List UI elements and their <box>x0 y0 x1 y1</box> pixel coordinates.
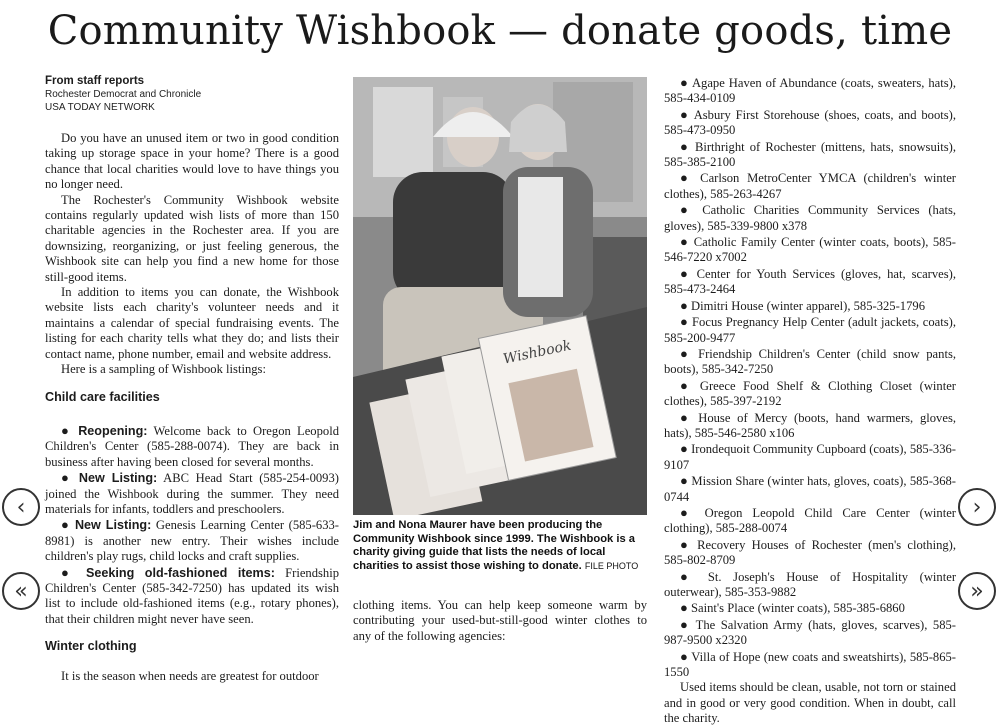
agency-text: Irondequoit Community Cupboard (coats), 585-336-9107 <box>664 442 956 472</box>
agency-list-item <box>664 537 956 569</box>
agency-list-item <box>664 298 956 314</box>
agency-list-item <box>664 441 956 473</box>
bullet-icon: ● <box>680 106 690 122</box>
bullet-icon: ● <box>680 377 693 393</box>
agency-list-item <box>664 139 956 171</box>
bullet-icon: ● <box>680 234 690 250</box>
agency-text: Dimitri House (winter apparel), 585-325-1796 <box>691 298 925 313</box>
agency-list-item <box>664 569 956 601</box>
agency-text: House of Mercy (boots, hand warmers, gloves, hats), 585-546-2580 x106 <box>664 410 956 440</box>
agency-list-item <box>664 505 956 537</box>
article-photo <box>353 77 647 515</box>
agency-text: Greece Food Shelf & Clothing Closet (winter clothes), 585-397-2192 <box>664 378 956 409</box>
agency-text: Carlson MetroCenter YMCA (children's winter clothes), 585-263-4267 <box>664 171 957 201</box>
intro-paragraph-4: Here is a sampling of Wishbook listings: <box>61 362 266 377</box>
agency-list-item <box>664 649 956 681</box>
bullet-icon: ● <box>680 138 690 154</box>
first-page-button[interactable] <box>2 572 40 610</box>
agency-list-item <box>664 410 956 442</box>
bullet-icon: ● <box>680 265 691 281</box>
bullet-icon: ● <box>680 648 689 664</box>
agency-text: Catholic Charities Community Services (hats, gloves), 585-339-9800 x378 <box>664 203 956 233</box>
bullet-icon: ● <box>680 504 695 520</box>
photo-caption <box>353 519 647 573</box>
agency-text: Oregon Leopold Child Care Center (winter clothing), 585-288-0074 <box>664 505 956 536</box>
bullet-icon: ● <box>61 470 73 486</box>
last-page-button[interactable] <box>958 572 996 610</box>
byline <box>45 75 339 114</box>
bullet-icon: ● <box>680 473 689 489</box>
agency-text: Recovery Houses of Rochester (men's clothing), 585-802-8709 <box>664 537 957 568</box>
agency-text: Catholic Family Center (winter coats, boots), 585-546-7220 x7002 <box>664 235 956 265</box>
bullet-icon: ● <box>680 202 694 218</box>
agency-text: Asbury First Storehouse (shoes, coats, and boots), 585-473-0950 <box>664 107 956 138</box>
closing-paragraph: Used items should be clean, usable, not torn or stained and in good or very good condition. When in doubt, call the charity. <box>664 680 956 726</box>
next-page-button[interactable] <box>958 488 996 526</box>
byline-network: USA TODAY NETWORK <box>45 102 155 113</box>
agency-text: Birthright of Rochester (mittens, hats, snowsuits), 585-385-2100 <box>664 139 956 170</box>
double-chevron-left-icon: « <box>14 578 28 604</box>
section-heading-winter: Winter clothing <box>45 639 137 654</box>
agency-list-item <box>664 75 956 107</box>
bullet-icon: ● <box>680 600 688 616</box>
bullet-icon: ● <box>680 345 692 361</box>
bullet-icon: ● <box>680 75 689 90</box>
childcare-item-label: Reopening: <box>78 423 148 438</box>
intro-paragraph-1: Do you have an unused item or two in good condition taking up storage space in your home? There is a good chance that local charities would love to have things you no longer need. <box>45 131 339 192</box>
childcare-item-text: Friendship Children's Center (585-342-7250) has updated its wish list to include old-fashioned items (e.g., rotary phones), that their children might never have seen. <box>45 565 339 626</box>
childcare-item-label: New Listing: <box>74 518 152 533</box>
previous-page-button[interactable] <box>2 488 40 526</box>
childcare-item-text: ABC Head Start (585-254-0093) joined the Wishbook during the summer. They need materials for infants, toddlers and preschoolers. <box>45 471 339 516</box>
agency-list-item <box>664 234 956 266</box>
agency-list-item <box>664 600 956 616</box>
agency-list <box>664 75 956 680</box>
agency-text: Friendship Children's Center (child snow pants, boots), 585-342-7250 <box>664 346 956 377</box>
agency-list-item <box>664 617 956 649</box>
bullet-icon: ● <box>680 616 691 632</box>
column-right <box>664 75 956 727</box>
bullet-icon: ● <box>61 422 72 438</box>
winter-continued-paragraph: clothing items. You can help keep someone warm by contributing your used-but-still-good winter clothes to any of the following agencies: <box>353 598 647 643</box>
agency-text: The Salvation Army (hats, gloves, scarves), 585-987-9500 x2320 <box>664 617 957 648</box>
agency-text: Mission Share (winter hats, gloves, coats), 585-368-0744 <box>664 474 957 504</box>
bullet-icon: ● <box>680 409 692 425</box>
agency-text: Focus Pregnancy Help Center (adult jackets, coats), 585-200-9477 <box>664 315 957 345</box>
agency-list-item <box>664 378 956 410</box>
chevron-left-icon: ‹ <box>16 494 26 520</box>
intro-paragraph-2: The Rochester's Community Wishbook website contains regularly updated wish lists of more than 150 charitable agencies in the Rochester area. If you are downsizing, reorganizing, or just feeling generous, the Wishbook site can help you find a new home for those still-good items. <box>45 192 339 284</box>
bullet-icon: ● <box>680 568 697 584</box>
column-middle-text <box>353 598 647 644</box>
agency-text: Saint's Place (winter coats), 585-385-6860 <box>691 601 905 616</box>
section-heading-childcare: Child care facilities <box>45 389 160 404</box>
agency-list-item <box>664 346 956 378</box>
agency-list-item <box>664 107 956 139</box>
childcare-item <box>45 517 339 564</box>
intro-paragraph-3: In addition to items you can donate, the Wishbook website lists each charity's volunteer needs and it maintains a calendar of special fundraising events. The listing for each charity tells what they do; and lists their contact name, phone number, email and website address. <box>45 285 339 361</box>
bullet-icon: ● <box>680 536 691 552</box>
caption-text: Jim and Nona Maurer have been producing the Community Wishbook since 1999. The Wishbook is a charity giving guide that lists the needs of local charities to assist those wishing to donate. <box>353 519 636 572</box>
chevron-right-icon: › <box>972 494 982 520</box>
photo-illustration <box>353 77 647 515</box>
childcare-item <box>45 565 339 628</box>
column-middle <box>353 77 647 573</box>
childcare-item-text: Genesis Learning Center (585-633-8981) is another new entry. Their wishes include children's play rugs, child locks and craft supplies. <box>45 518 339 564</box>
agency-text: Center for Youth Services (gloves, hat, scarves), 585-473-2464 <box>664 266 956 297</box>
childcare-item-text: Welcome back to Oregon Leopold Children's Center (585-288-0074). They are back in business after having been closed for several months. <box>45 423 339 469</box>
childcare-item <box>45 470 339 517</box>
agency-list-item <box>664 314 956 346</box>
winter-paragraph: It is the season when needs are greatest for outdoor <box>61 668 319 683</box>
agency-list-item <box>664 473 956 505</box>
headline: Community Wishbook — donate goods, time <box>47 8 953 54</box>
byline-paper: Rochester Democrat and Chronicle <box>45 89 202 100</box>
bullet-icon: ● <box>680 314 689 330</box>
bullet-icon: ● <box>61 517 71 533</box>
agency-list-item <box>664 266 956 298</box>
childcare-item-label: Seeking old-fashioned items: <box>86 565 275 580</box>
byline-author: From staff reports <box>45 75 145 87</box>
bullet-icon: ● <box>680 441 688 457</box>
childcare-item-label: New Listing: <box>78 471 158 486</box>
agency-text: Agape Haven of Abundance (coats, sweaters, hats), 585-434-0109 <box>664 76 956 106</box>
agency-text: Villa of Hope (new coats and sweatshirts), 585-865-1550 <box>664 649 957 680</box>
photo-credit: FILE PHOTO <box>584 560 639 571</box>
bullet-icon: ● <box>61 564 76 580</box>
double-chevron-right-icon: » <box>970 578 984 604</box>
agency-list-item <box>664 202 956 234</box>
booklet-title: Wishbook <box>501 337 573 368</box>
agency-list-item <box>664 170 956 202</box>
column-left <box>45 75 339 684</box>
childcare-item <box>45 423 339 470</box>
agency-text: St. Joseph's House of Hospitality (winter outerwear), 585-353-9882 <box>664 569 957 599</box>
bullet-icon: ● <box>680 297 688 313</box>
bullet-icon: ● <box>680 170 693 186</box>
